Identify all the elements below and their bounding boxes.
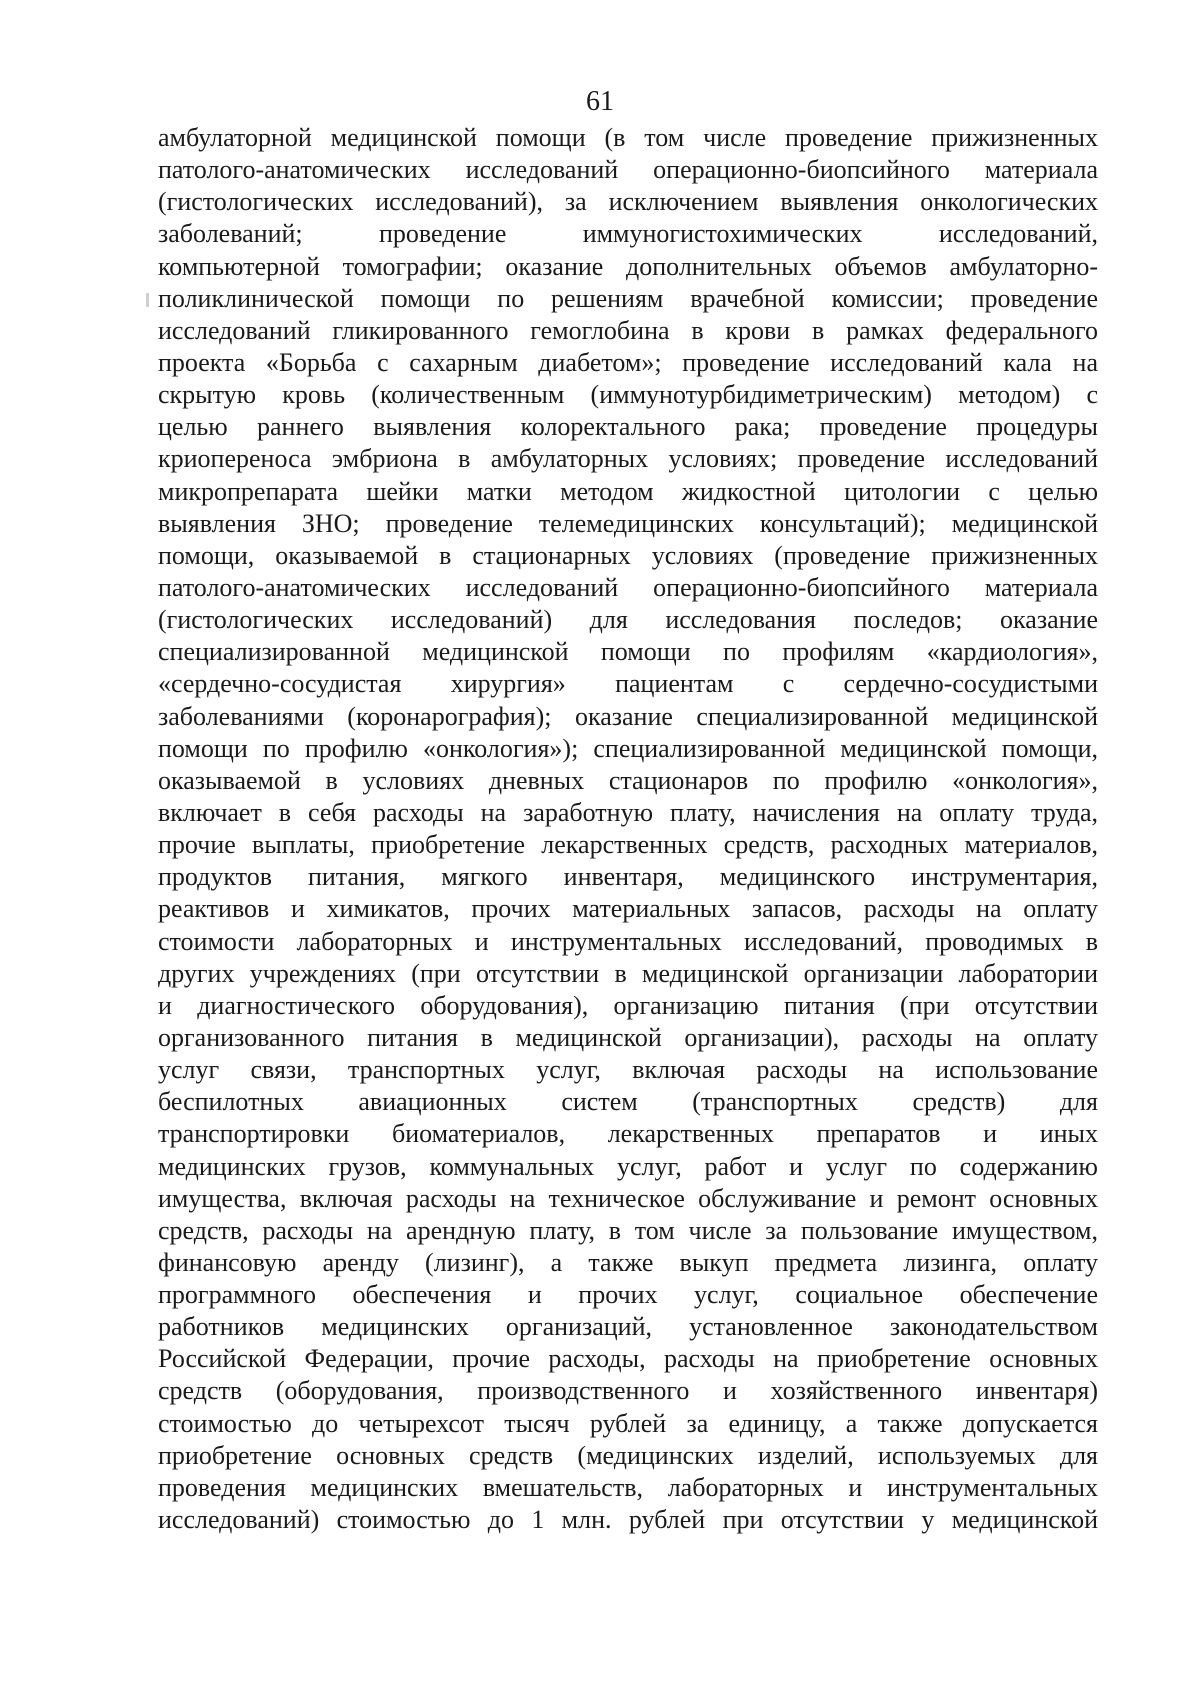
text-line: исследований) стоимостью до 1 млн. рублей при отсутствии у медицинской [158,1505,1098,1535]
text-line: микропрепарата шейки матки методом жидкостной цитологии с целью [158,476,1098,506]
text-line: Российской Федерации, прочие расходы, расходы на приобретение основных [158,1344,1098,1374]
text-line: скрытую кровь (количественным (иммунотурбидиметрическим) методом) с [158,380,1098,410]
text-line: поликлинической помощи по решениям врачебной комиссии; проведение [158,283,1098,313]
text-line: включает в себя расходы на заработную плату, начисления на оплату труда, [158,797,1098,827]
text-line: программного обеспечения и прочих услуг, социальное обеспечение [158,1280,1098,1310]
text-line: продуктов питания, мягкого инвентаря, медицинского инструментария, [158,862,1098,892]
text-line: услуг связи, транспортных услуг, включая расходы на использование [158,1055,1098,1085]
text-line: исследований гликированного гемоглобина в крови в рамках федерального [158,315,1098,345]
text-line: помощи, оказываемой в стационарных условиях (проведение прижизненных [158,540,1098,570]
text-line: компьютерной томографии; оказание дополнительных объемов амбулаторно- [158,251,1098,281]
text-line: специализированной медицинской помощи по профилям «кардиология», [158,637,1098,667]
text-line: медицинских грузов, коммунальных услуг, работ и услуг по содержанию [158,1151,1098,1181]
text-line: средств, расходы на арендную плату, в том числе за пользование имуществом, [158,1215,1098,1245]
text-line: заболеваниями (коронарография); оказание специализированной медицинской [158,701,1098,731]
text-line: других учреждениях (при отсутствии в медицинской организации лаборатории [158,958,1098,988]
text-line: беспилотных авиационных систем (транспортных средств) для [158,1087,1098,1117]
text-line: работников медицинских организаций, установленное законодательством [158,1312,1098,1342]
text-line: помощи по профилю «онкология»); специализированной медицинской помощи, [158,733,1098,763]
text-line: выявления ЗНО; проведение телемедицинских консультаций); медицинской [158,508,1098,538]
text-line: и диагностического оборудования), организацию питания (при отсутствии [158,990,1098,1020]
body-text [158,122,1098,1536]
text-line: (гистологических исследований) для исследования последов; оказание [158,605,1098,635]
scan-artifact [146,293,149,307]
text-line: целью раннего выявления колоректального рака; проведение процедуры [158,412,1098,442]
text-line: приобретение основных средств (медицинских изделий, используемых для [158,1440,1098,1470]
text-line: организованного питания в медицинской организации), расходы на оплату [158,1022,1098,1052]
text-line: «сердечно-сосудистая хирургия» пациентам с сердечно-сосудистыми [158,669,1098,699]
text-line: средств (оборудования, производственного и хозяйственного инвентаря) [158,1376,1098,1406]
text-line: амбулаторной медицинской помощи (в том числе проведение прижизненных [158,123,1098,152]
text-line: прочие выплаты, приобретение лекарственных средств, расходных материалов, [158,830,1098,860]
text-line: проекта «Борьба с сахарным диабетом»; проведение исследований кала на [158,347,1098,377]
text-line: стоимостью до четырехсот тысяч рублей за единицу, а также допускается [158,1408,1098,1438]
text-line: заболеваний; проведение иммуногистохимических исследований, [158,219,1098,249]
text-line: стоимости лабораторных и инструментальных исследований, проводимых в [158,926,1098,956]
text-line: патолого-анатомических исследований операционно-биопсийного материала [158,572,1098,602]
text-line: реактивов и химикатов, прочих материальных запасов, расходы на оплату [158,894,1098,924]
text-line: имущества, включая расходы на техническое обслуживание и ремонт основных [158,1183,1098,1213]
text-line: криопереноса эмбриона в амбулаторных условиях; проведение исследований [158,444,1098,474]
page-number: 61 [586,86,614,117]
text-line: патолого-анатомических исследований операционно-биопсийного материала [158,155,1098,185]
text-line: (гистологических исследований), за исключением выявления онкологических [158,187,1098,217]
text-line: транспортировки биоматериалов, лекарственных препаратов и иных [158,1119,1098,1149]
text-line: проведения медицинских вмешательств, лабораторных и инструментальных [158,1472,1098,1502]
text-line: оказываемой в условиях дневных стационаров по профилю «онкология», [158,765,1098,795]
text-line: финансовую аренду (лизинг), а также выкуп предмета лизинга, оплату [158,1247,1098,1277]
